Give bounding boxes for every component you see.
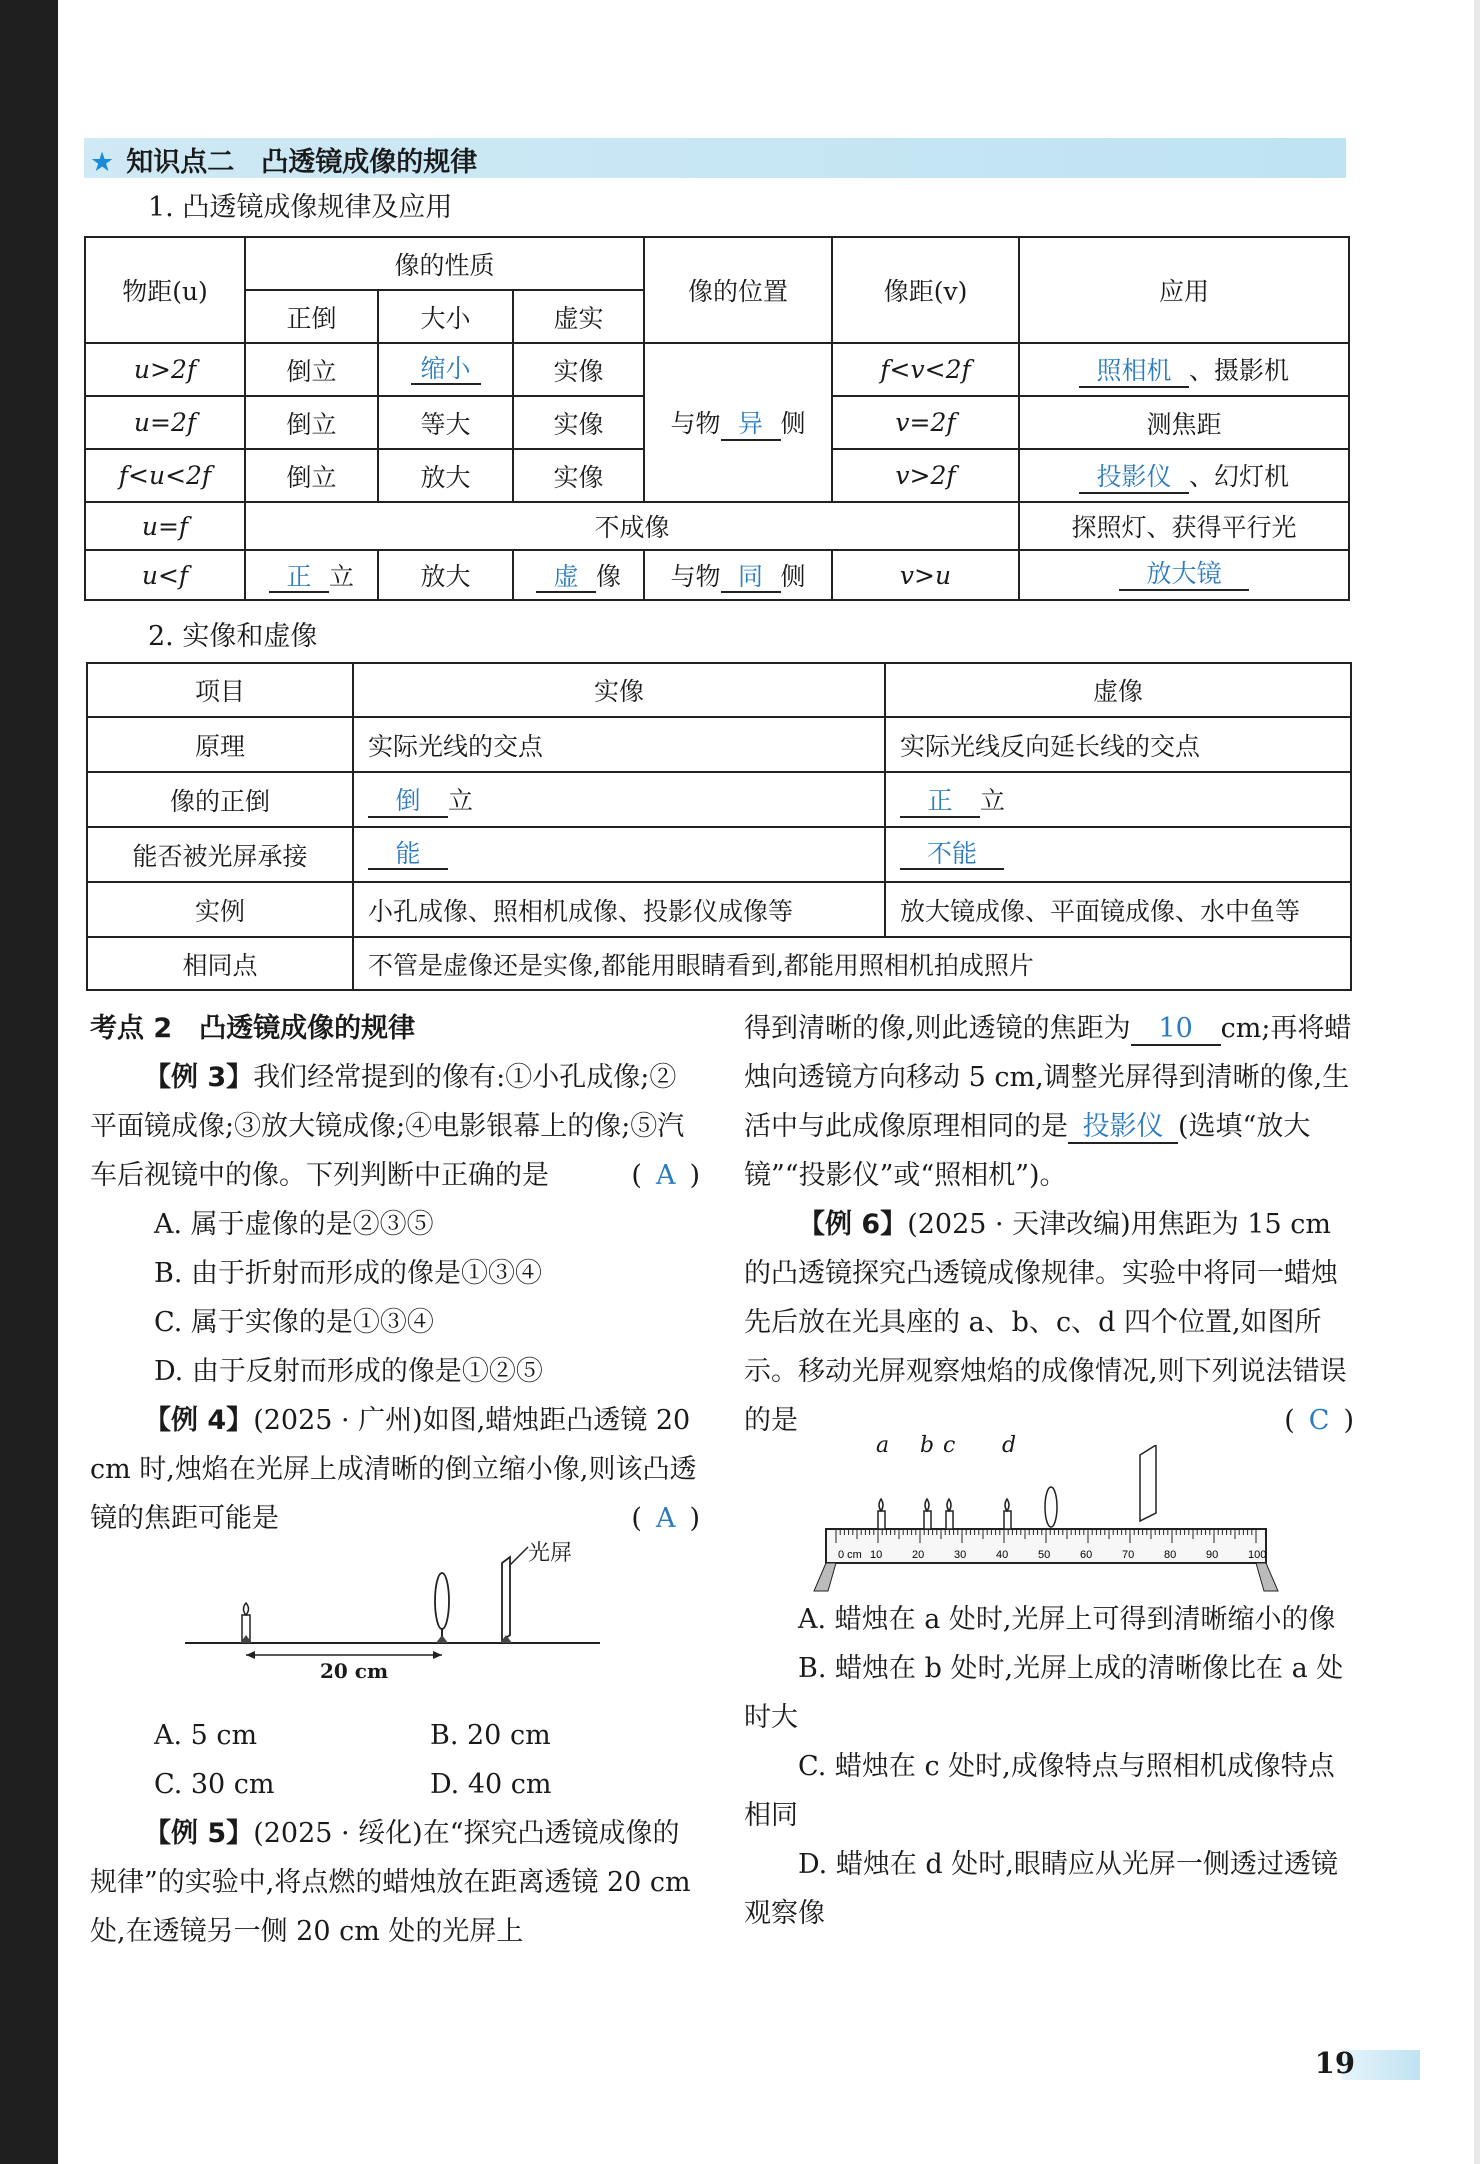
optical-bench-figure [744,1433,1354,1595]
table-row: u=f 不成像 探照灯、获得平行光 [85,502,1349,550]
bench-tick-label: 0 cm [838,1549,862,1561]
answer-blank: 放大镜 [1119,560,1249,591]
bench-tick-label: 10 [870,1549,883,1561]
table-row: f<u<2f 倒立 放大 实像 v>2f 投影仪 、幻灯机 [85,449,1349,502]
answer: A [655,1503,676,1534]
bench-tick-label: 50 [1038,1549,1051,1561]
table-row: 相同点 不管是虚像还是实像,都能用眼睛看到,都能用照相机拍成照片 [87,937,1351,990]
label-a: a [876,1433,890,1458]
left-column: 考点 2 凸透镜成像的规律 【例 3】我们经常提到的像有:①小孔成像;②平面镜成像;③放大镜成像;④电影银幕上的像;⑤汽车后视镜中的像。下列判断中正确的是 ( A ) A. 属于虚像的是②③⑤ B. 由于折射而形成的像是①③④ C. 属于实像的是①③④ D. 由于反射而形成的像是①②⑤ 【例 4】(2025 · 广州)如图,蜡烛距凸透镜 20 cm 时,烛焰在光屏上成清晰的倒立缩小像,则该凸透镜的焦距可能是 ( A ) 光屏 20 cm A. 5 cm B. 20 cm C. 30 cm D. 40 cm 【例 5】(2025 · 绥化)在“探究凸透镜成像的规律”的实验中,将点燃的蜡烛放在距离透镜 20 cm 处,在透镜另一侧 20 cm 处的光屏上 [90,1004,700,1956]
optical-bench-diagram [744,1445,1354,1595]
bench-tick-label: 40 [996,1549,1009,1561]
answer-blank: 不能 [900,840,1004,871]
example-6: 【例 6】(2025 · 天津改编)用焦距为 15 cm 的凸透镜探究凸透镜成像规律。实验中将同一蜡烛先后放在光具座的 a、b、c、d 四个位置,如图所示。移动光屏观察烛焰的成像情况,则下列说法错误的是 ( C ) [744,1209,1354,1436]
answer-blank: 倒 [368,787,448,818]
answer-blank: 同 [721,563,781,594]
example-4-options: C. 30 cm D. 40 cm [154,1769,552,1800]
header-orientation: 正倒 [245,290,378,343]
example-4-options: A. 5 cm B. 20 cm [154,1720,551,1751]
label-d: d [1002,1433,1017,1458]
right-column: 得到清晰的像,则此透镜的焦距为 10 cm;再将蜡烛向透镜方向移动 5 cm,调整光屏得到清晰的像,生活中与此成像原理相同的是 投影仪 (选填“放大镜”“投影仪”或“照相机”)。 【例 6】(2025 · 天津改编)用焦距为 15 cm 的凸透镜探究凸透镜成像规律。实验中将同一蜡烛先后放在光具座的 a、b、c、d 四个位置,如图所示。移动光屏观察烛焰的成像情况,则下列说法错误的是 ( C ) 0 cm 10 20 30 40 50 60 70 80 90 100 a b c d A. 蜡烛在 a 处时,光屏上可得到清晰缩小的像 B. 蜡烛在 b 处时,光屏上成的清晰像比在 a 处时大 C. 蜡烛在 c 处时,成像特点与照相机成像特点相同 D. 蜡烛在 d 处时,眼睛应从光屏一侧透过透镜观察像 [744,1004,1354,1938]
answer: C [1308,1405,1330,1436]
table-row: 实例 小孔成像、照相机成像、投影仪成像等 放大镜成像、平面镜成像、水中鱼等 [87,882,1351,937]
lens-rule-table [84,236,1350,601]
star-icon: ★ [90,147,115,178]
screen-label: 光屏 [528,1541,573,1566]
header-application: 应用 [1019,237,1349,343]
header-image-nature: 像的性质 [245,237,644,290]
subsection-1-title: 1. 凸透镜成像规律及应用 [148,192,453,223]
table-row: u<f 正 立 放大 虚 像 与物 同 侧 v>u 放大镜 [85,550,1349,600]
bench-tick-label: 80 [1164,1549,1177,1561]
answer-blank: 投影仪 [1079,463,1189,494]
page-number: 19 [1314,2046,1355,2080]
table-row: 能否被光屏承接 能 不能 [87,827,1351,882]
page-edge [1474,0,1480,2164]
bench-tick-label: 100 [1248,1549,1267,1561]
table-row: u=2f 倒立 等大 实像 v=2f 测焦距 [85,396,1349,449]
kaodian-title: 考点 2 凸透镜成像的规律 [90,1013,416,1044]
position-cell: 与物 异 侧 [644,343,832,502]
bench-tick-label: 30 [954,1549,967,1561]
answer-blank: 异 [721,410,781,441]
bench-tick-label: 60 [1080,1549,1093,1561]
real-virtual-table: 项目 实像 虚像 原理 实际光线的交点 实际光线反向延长线的交点 像的正倒 倒 立 正 立 能否被光屏承接 能 不能 实例 小孔成像、照相机成像、投影仪成像等 放大镜成像、平面镜成像、水中鱼等 相同点 不管是虚像还是实像,都能用眼睛看到,都能用照相机拍成照片 [86,662,1352,991]
example-5-continued: 得到清晰的像,则此透镜的焦距为 10 cm;再将蜡烛向透镜方向移动 5 cm,调整光屏得到清晰的像,生活中与此成像原理相同的是 投影仪 (选填“放大镜”“投影仪”或“照相机”)。 [744,1013,1352,1191]
example-5: 【例 5】(2025 · 绥化)在“探究凸透镜成像的规律”的实验中,将点燃的蜡烛放在距离透镜 20 cm 处,在透镜另一侧 20 cm 处的光屏上 [90,1818,691,1947]
table-row: u>2f 倒立 缩小 实像 与物 异 侧 f<v<2f 照相机 、摄影机 [85,343,1349,396]
candle-lens-diagram [90,1543,700,1711]
answer-blank: 正 [900,787,980,818]
bench-tick-label: 70 [1122,1549,1135,1561]
answer-blank: 照相机 [1079,357,1189,388]
header-image-position: 像的位置 [644,237,832,343]
answer-blank: 虚 [536,563,596,594]
candle-lens-figure [90,1543,700,1711]
table-row: 原理 实际光线的交点 实际光线反向延长线的交点 [87,717,1351,772]
header-size: 大小 [378,290,513,343]
header-image-distance: 像距(v) [832,237,1019,343]
bench-tick-label: 90 [1206,1549,1219,1561]
answer-blank: 10 [1131,1013,1221,1046]
label-c: c [943,1433,956,1458]
table-row: 像的正倒 倒 立 正 立 [87,772,1351,827]
label-b: b [920,1433,935,1458]
answer: A [655,1160,676,1191]
example-4: 【例 4】(2025 · 广州)如图,蜡烛距凸透镜 20 cm 时,烛焰在光屏上成清晰的倒立缩小像,则该凸透镜的焦距可能是 ( A ) [90,1405,700,1534]
bench-tick-label: 20 [912,1549,925,1561]
book-spine-shadow [0,0,58,2164]
answer-blank: 能 [368,840,448,871]
answer-blank: 正 [269,563,329,594]
header-object-distance: 物距(u) [85,237,245,343]
example-3: 【例 3】我们经常提到的像有:①小孔成像;②平面镜成像;③放大镜成像;④电影银幕上的像;⑤汽车后视镜中的像。下列判断中正确的是 ( A ) [90,1062,700,1191]
distance-label: 20 cm [320,1659,389,1683]
answer-blank: 缩小 [411,355,481,386]
subsection-2-title: 2. 实像和虚像 [148,621,318,652]
section-title: ★ 知识点二 凸透镜成像的规律 [90,147,478,178]
header-real-virtual: 虚实 [513,290,644,343]
answer-blank: 投影仪 [1068,1111,1178,1144]
